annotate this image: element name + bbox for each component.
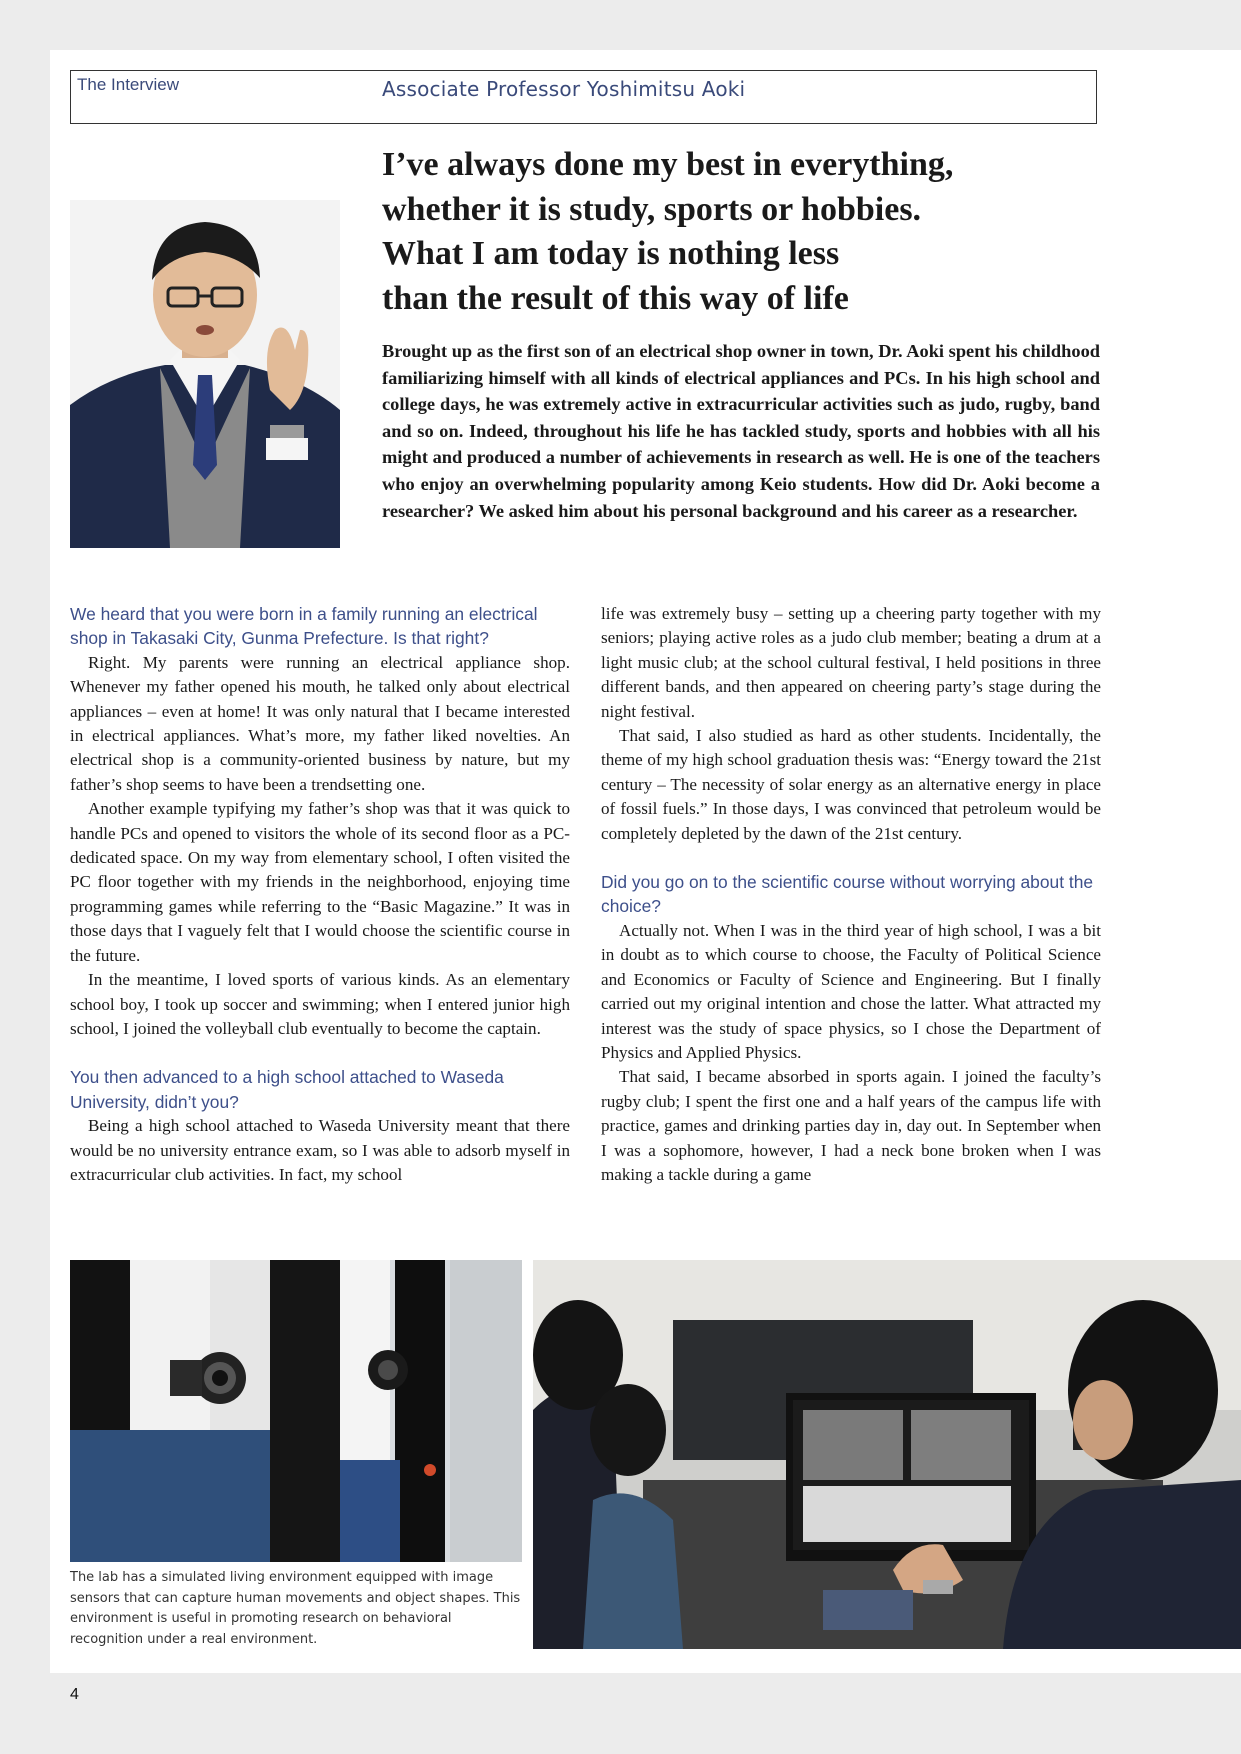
answer-paragraph: Right. My parents were running an electrical appliance shop. Whenever my father opened his mouth, he talked only about electrical appliances – even at home! It was only natural that I became interested in electrical appliances. What’s more, my father liked novelties. An electrical shop is a community-oriented business by nature, but my father’s shop seems to have been a trendsetting one.	[70, 652, 570, 794]
headline-line: whether it is study, sports or hobbies.	[382, 190, 922, 228]
interview-question: You then advanced to a high school attached to Waseda University, didn’t you?	[70, 1067, 504, 1112]
interview-question: Did you go on to the scientific course without worrying about the choice?	[601, 872, 1094, 917]
answer-paragraph: That said, I became absorbed in sports again. I joined the faculty’s rugby club; I spent the first one and a half years of the campus life with practice, games and drinking parties day in, day out. In September when I was a sophomore, however, I had a neck bone broken when I was making a tackle during a game	[601, 1067, 1101, 1184]
lab-camera-photo	[70, 1260, 522, 1562]
interviewee-name: Associate Professor Yoshimitsu Aoki	[382, 77, 746, 101]
header-box	[70, 70, 1097, 124]
lead-paragraph: Brought up as the first son of an electrical shop owner in town, Dr. Aoki spent his childhood familiarizing himself with all kinds of electrical appliances and PCs. In his high school and college days, he was extremely active in extracurricular activities such as judo, rugby, band and so on. Indeed, throughout his life he has tackled study, sports and hobbies with all his might and produced a number of achievements in research as well. He is one of the teachers who enjoy an overwhelming popularity among Keio students. How did Dr. Aoki become a researcher? We asked him about his personal background and his career as a researcher.	[382, 341, 1100, 521]
headline-line: What I am today is nothing less	[382, 235, 840, 272]
headline-line: than the result of this way of life	[382, 279, 849, 317]
portrait-photo	[70, 200, 340, 548]
answer-paragraph: Another example typifying my father’s shop was that it was quick to handle PCs and opened to visitors the whole of its second floor as a PC-dedicated space. On my way from elementary school, I often visited the PC floor together with my friends in the neighborhood, enjoying time programming games while referring to the “Basic Magazine.” It was in those days that I vaguely felt that I would choose the scientific course in the future.	[70, 799, 570, 965]
answer-paragraph: In the meantime, I loved sports of various kinds. As an elementary school boy, I took up soccer and swimming; when I entered junior high school, I joined the volleyball club eventually to become the captain.	[70, 970, 570, 1038]
answer-paragraph: life was extremely busy – setting up a cheering party together with my seniors; playing active roles as a judo club member; beating a drum at a light music club; at the school cultural festival, I held positions in three different bands, and then appeared on cheering party’s stage during the night festival.	[601, 604, 1101, 721]
lab-workstation-photo	[533, 1260, 1241, 1649]
answer-paragraph: That said, I also studied as hard as other students. Incidentally, the theme of my high school graduation thesis was: “Energy toward the 21st century – The necessity of solar energy as an alternative energy in place of fossil fuels.” In those days, I was convinced that petroleum would be completely depleted by the dawn of the 21st century.	[601, 726, 1101, 843]
headline-line: I’ve always done my best in everything,	[382, 146, 954, 183]
right-column	[601, 602, 1101, 1187]
interview-question: We heard that you were born in a family running an electrical shop in Takasaki City, Gunma Prefecture. Is that right?	[70, 604, 538, 649]
page	[50, 50, 1241, 1673]
page-number: 4	[70, 1686, 79, 1703]
section-label: The Interview	[77, 75, 180, 94]
photo-caption: The lab has a simulated living environment equipped with image sensors that can capture human movements and object shapes. This environment is useful in promoting research on behavioral recognition under a real environment.	[70, 1570, 521, 1647]
left-column	[70, 602, 570, 1187]
answer-paragraph: Actually not. When I was in the third year of high school, I was a bit in doubt as to which course to choose, the Faculty of Political Science and Economics or Faculty of Science and Engineering. But I finally carried out my original intention and chose the latter. What attracted my interest was the study of space physics, so I chose the Department of Physics and Applied Physics.	[601, 920, 1101, 1062]
answer-paragraph: Being a high school attached to Waseda University meant that there would be no university entrance exam, so I was able to adsorb myself in extracurricular club activities. In fact, my school	[70, 1116, 570, 1184]
headline	[382, 143, 1102, 321]
